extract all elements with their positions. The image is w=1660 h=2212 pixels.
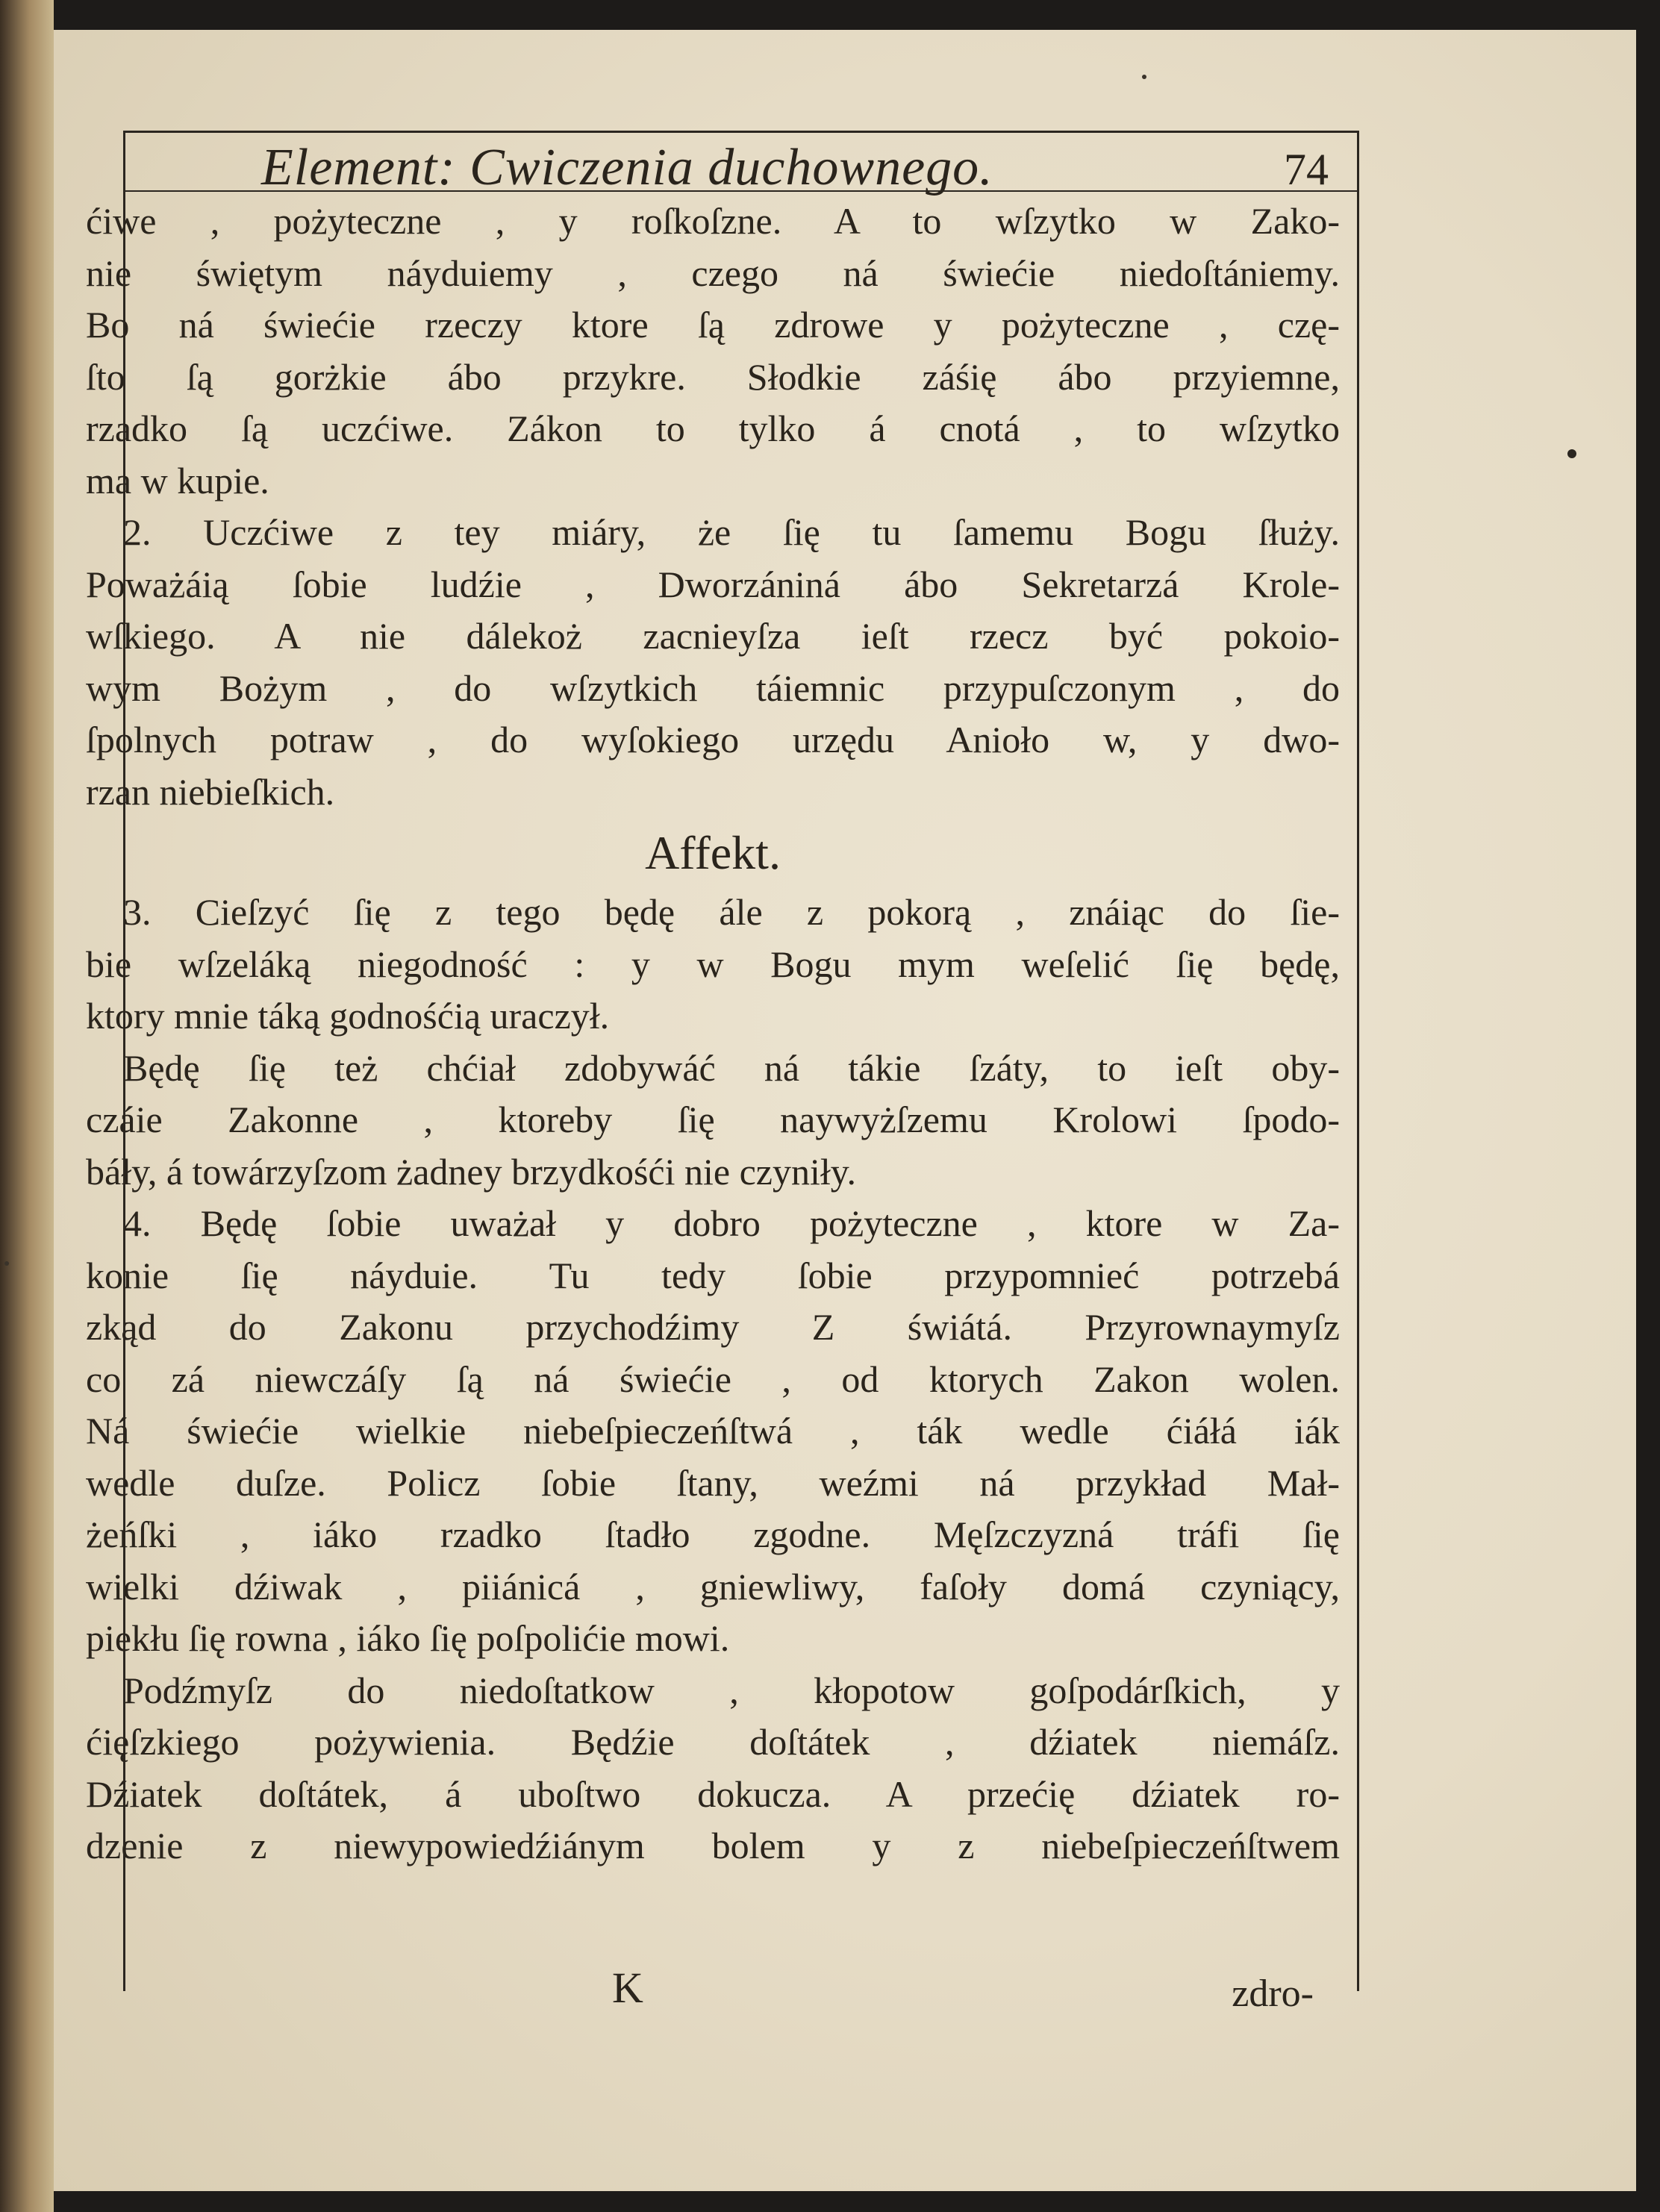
text-line: 2. Uczćiwe z tey miáry, że ſię tu ſamemu Bogu ſłuży. — [123, 511, 1340, 553]
book-spine — [0, 0, 54, 2212]
ink-dot — [1567, 449, 1576, 458]
text-line: Dźiatek doſtátek, á uboſtwo dokucza. A przećię dźiatek ro- — [86, 1772, 1340, 1815]
text-line: ſto ſą gorżkie ábo przykre. Słodkie záśię ábo przyiemne, — [86, 355, 1340, 398]
text-line: báły, á towárzyſzom żadney brzydkośći nie czyniły. — [86, 1150, 857, 1193]
text-line: piekłu ſię rowna , iáko ſię poſpolićie mowi. — [86, 1617, 730, 1659]
text-line: ćiwe , pożyteczne , y roſkoſzne. A to wſzytko w Zako- — [86, 200, 1340, 242]
body-text — [86, 196, 1340, 1872]
section-heading: Affekt. — [645, 826, 781, 879]
running-title: Element: Cwiczenia duchownego. — [261, 139, 993, 196]
text-line: Bo ná świećie rzeczy ktore ſą zdrowe y pożyteczne , czę- — [86, 304, 1340, 346]
text-line: Będę ſię też chćiał zdobywáć ná tákie ſzáty, to ieſt oby- — [123, 1046, 1340, 1089]
text-line: nie świętym náyduiemy , czego ná świećie niedoſtániemy. — [86, 251, 1340, 294]
signature-mark: K — [612, 1963, 643, 2012]
page-number: 74 — [1284, 145, 1329, 194]
text-line: ſpolnych potraw , do wyſokiego urzędu Anioło w, y dwo- — [86, 719, 1340, 760]
text-line: wielki dźiwak , piiánicá , gniewliwy, faſoły domá czyniący, — [86, 1565, 1340, 1608]
text-line: zkąd do Zakonu przychodźimy Z świátá. Przyrownaymyſz — [86, 1306, 1340, 1348]
text-line: rzan niebieſkich. — [86, 770, 335, 813]
text-line: żeńſki , iáko rzadko ſtadło zgodne. Męſzczyzná tráfi ſię — [86, 1513, 1340, 1555]
text-line: wſkiego. A nie dálekoż zacnieyſza ieſt rzecz być pokoio- — [86, 615, 1340, 657]
text-line: bie wſzeláką niegodność : y w Bogu mym weſelić ſię będę, — [86, 943, 1340, 985]
text-line: ktory mnie táką godnośćią uraczył. — [86, 995, 610, 1037]
text-line: Poważáią ſobie ludźie , Dworzániná ábo Sekretarzá Krole- — [86, 563, 1340, 605]
text-line: co zá niewczáſy ſą ná świećie , od ktorych Zakon wolen. — [86, 1357, 1340, 1400]
text-line: ma w kupie. — [86, 459, 269, 502]
running-head — [134, 139, 1344, 196]
text-line: wedle duſze. Policz ſobie ſtany, weźmi ná przykład Mał- — [86, 1461, 1340, 1504]
text-line: rzadko ſą uczćiwe. Zákon to tylko á cnotá , to wſzytko — [86, 407, 1340, 449]
text-line: czáie Zakonne , ktoreby ſię naywyżſzemu Krolowi ſpodo- — [86, 1099, 1340, 1140]
text-line: wym Bożym , do wſzytkich táiemnic przypuſczonym , do — [86, 666, 1340, 709]
text-line: ćięſzkiego pożywienia. Będźie doſtátek , dźiatek niemáſz. — [86, 1721, 1340, 1763]
text-line: Podźmyſz do niedoſtatkow , kłopotow goſpodárſkich, y — [123, 1669, 1340, 1711]
ink-speck — [4, 1261, 9, 1266]
catchword: zdro- — [1232, 1972, 1314, 2015]
text-line: 4. Będę ſobie uważał y dobro pożyteczne , ktore w Za- — [123, 1202, 1340, 1244]
text-line: dzenie z niewypowiedźiánym bolem y z niebeſpieczeńſtwem — [86, 1825, 1340, 1866]
text-line: 3. Cieſzyć ſię z tego będę ále z pokorą , znáiąc do ſie- — [123, 891, 1340, 933]
ink-speck — [1142, 75, 1146, 79]
page-footer — [134, 1963, 1344, 2015]
text-line: Ná świećie wielkie niebeſpieczeńſtwá , ták wedle ćiáłá iák — [86, 1410, 1340, 1452]
text-line: konie ſię náyduie. Tu tedy ſobie przypomnieć potrzebá — [86, 1254, 1340, 1296]
